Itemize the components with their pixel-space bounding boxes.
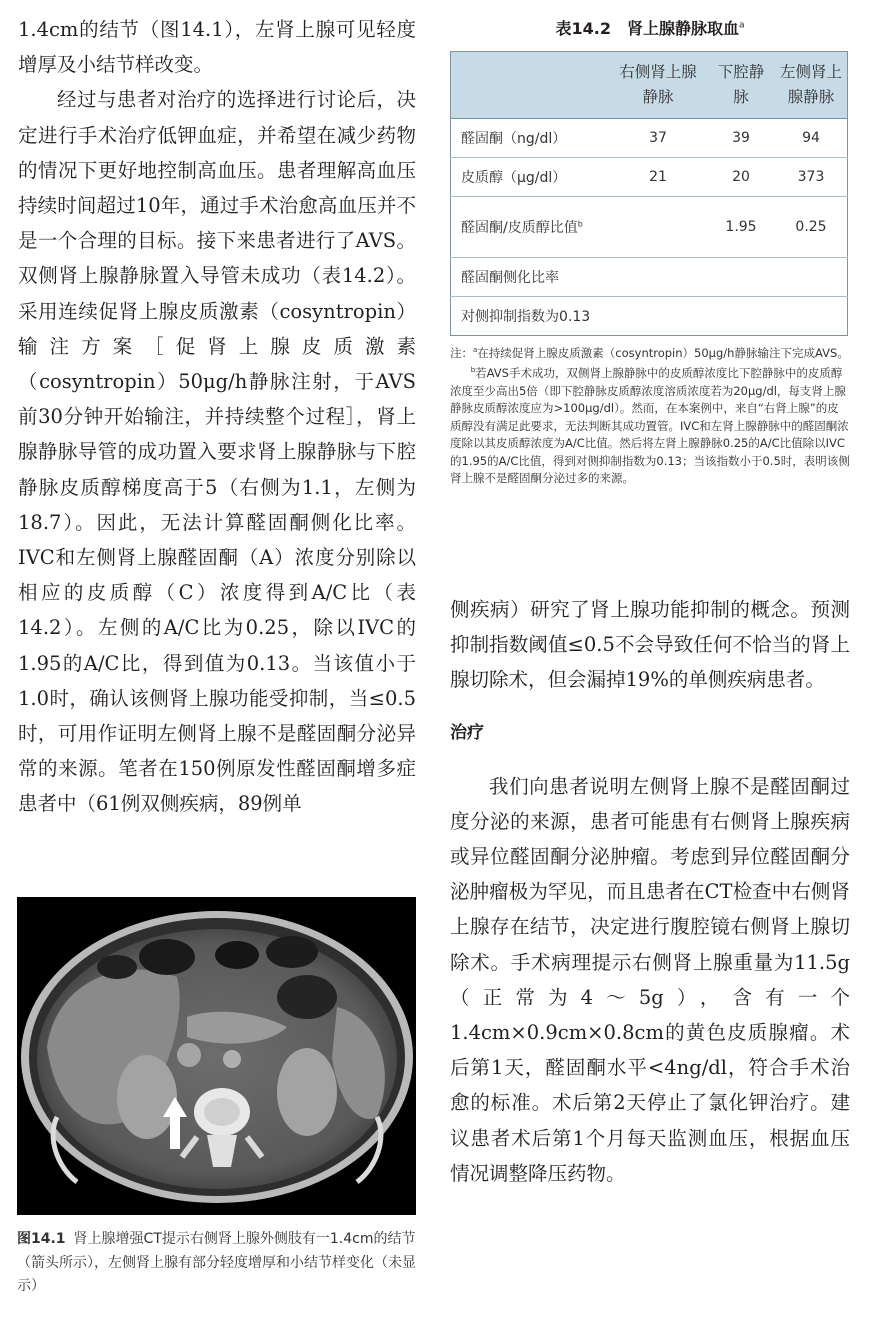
table-notes (450, 342, 850, 488)
table-row (451, 297, 848, 336)
table-cell (609, 197, 707, 258)
table-cell: 21 (609, 158, 707, 197)
section-heading-treatment: 治疗 (450, 722, 484, 743)
table-row (451, 158, 848, 197)
table-cell-label: 醛固酮（ng/dl） (451, 119, 610, 158)
ct-scan-image (17, 897, 416, 1215)
table-cell-label: 皮质醇（μg/dl） (451, 158, 610, 197)
table-cell: 0.25 (775, 197, 848, 258)
table-cell-label: 醛固酮侧化比率 (451, 258, 848, 297)
table-title: 表14.2 肾上腺静脉取血$^a$ (555, 19, 745, 38)
table-cell: 373 (775, 158, 848, 197)
table-header-left-adrenal: 左侧肾上腺静脉 (775, 52, 848, 119)
table-header-row (451, 52, 848, 119)
table-note-a: 注：$^a$在持续促肾上腺皮质激素（cosyntropin）50μg/h静脉输注下完成AVS。 (450, 345, 849, 360)
paragraph-treatment: 我们向患者说明左侧肾上腺不是醛固酮过度分泌的来源，患者可能患有右侧肾上腺疾病或异位醛固酮分泌肿瘤。考虑到异位醛固酮分泌肿瘤极为罕见，而且患者在CT检查中右侧肾上腺存在结节，决定进行腹腔镜右侧肾上腺切除术。手术病理提示右侧肾上腺重量为11.5g（正常为4～5g），含有一个1.4cm×0.9cm×0.8cm的黄色皮质腺瘤。术后第1天，醛固酮水平<4ng/dl，符合手术治愈的标准。术后第2天停止了氯化钾治疗。建议患者术后第1个月每天监测血压，根据血压情况调整降压药物。 (450, 774, 850, 1185)
table-row (451, 119, 848, 158)
table-cell-label: 醛固酮/皮质醇比值$^b$ (451, 197, 610, 258)
table-header-ivc: 下腔静脉 (707, 52, 775, 119)
table-note-b: $^b$若AVS手术成功，双侧肾上腺静脉中的皮质醇浓度比下腔静脉中的皮质醇浓度至少高出5倍（即下腔静脉皮质醇浓度溶质浓度若为20μg/dl，每支肾上腺静脉皮质醇浓度应为>100μg/dl）。然而，在本案例中，来自“右肾上腺”的皮质醇没有满足此要求，无法判断其成功置管。IVC和左肾上腺静脉中的醛固酮浓度除以其皮质醇浓度为A/C比值。然后将左肾上腺静脉0.25的A/C比值除以IVC的1.95的A/C比值，得到对侧抑制指数为0.13；当该指数小于0.5时，表明该侧肾上腺不是醛固酮分泌过多的来源。 (450, 366, 850, 486)
table-cell: 1.95 (707, 197, 775, 258)
figure-label: 图14.1 (17, 1231, 66, 1247)
table-cell-label: 对侧抑制指数为0.13 (451, 297, 848, 336)
paragraph-continued: 1.4cm的结节（图14.1），左肾上腺可见轻度增厚及小结节样改变。 (18, 18, 416, 77)
table-cell: 39 (707, 119, 775, 158)
left-column-text (18, 12, 416, 822)
table-row (451, 197, 848, 258)
table-cell: 37 (609, 119, 707, 158)
table-block (450, 12, 850, 488)
right-column-text (450, 592, 850, 1191)
table-row (451, 258, 848, 297)
table-header-right-adrenal: 右侧肾上腺静脉 (609, 52, 707, 119)
table-header-empty (451, 52, 610, 119)
figure-caption-text: 肾上腺增强CT提示右侧肾上腺外侧肢有一1.4cm的结节（箭头所示），左侧肾上腺有部分轻度增厚和小结节样变化（未显示） (17, 1231, 416, 1294)
paragraph-continued-right: 侧疾病）研究了肾上腺功能抑制的概念。预测抑制指数阈值≤0.5不会导致任何不恰当的肾上腺切除术，但会漏掉19%的单侧疾病患者。 (450, 598, 850, 692)
table-cell: 20 (707, 158, 775, 197)
paragraph-discussion: 经过与患者对治疗的选择进行讨论后，决定进行手术治疗低钾血症，并希望在减少药物的情况下更好地控制高血压。患者理解高血压持续时间超过10年，通过手术治愈高血压并不是一个合理的目标。接下来患者进行了AVS。双侧肾上腺静脉置入导管未成功（表14.2）。采用连续促肾上腺皮质激素（cosyntropin）输注方案［促肾上腺皮质激素（cosyntropin）50μg/h静脉注射，于AVS前30分钟开始输注，并持续整个过程］，肾上腺静脉导管的成功置入要求肾上腺静脉与下腔静脉皮质醇梯度高于5（右侧为1.1，左侧为18.7）。因此，无法计算醛固酮侧化比率。IVC和左侧肾上腺醛固酮（A）浓度分别除以相应的皮质醇（C）浓度得到A/C比（表14.2）。左侧的A/C比为0.25，除以IVC的1.95的A/C比，得到值为0.13。当该值小于1.0时，确认该侧肾上腺功能受抑制，当≤0.5时，可用作证明左侧肾上腺不是醛固酮分泌异常的来源。笔者在150例原发性醛固酮增多症患者中（61例双侧疾病，89例单 (18, 88, 416, 816)
avs-table (450, 51, 848, 336)
table-cell: 94 (775, 119, 848, 158)
figure-caption (17, 1228, 416, 1299)
